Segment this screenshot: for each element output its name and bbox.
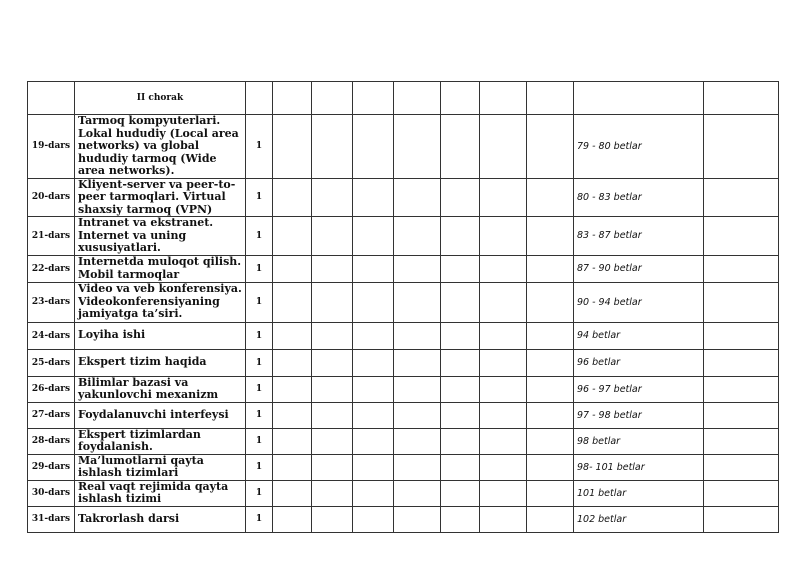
textbook-pages: 83 - 87 betlar [574, 217, 704, 256]
empty-cell [353, 217, 394, 256]
empty-cell [394, 217, 441, 256]
empty-cell [441, 217, 480, 256]
empty-cell [353, 454, 394, 480]
lesson-hours: 1 [246, 178, 273, 217]
empty-cell [312, 178, 353, 217]
empty-cell [353, 506, 394, 532]
lesson-number: 24-dars [28, 322, 75, 349]
empty-cell [273, 376, 312, 402]
lesson-hours: 1 [246, 402, 273, 428]
lesson-topic: Foydalanuvchi interfeysi [75, 402, 246, 428]
empty-cell [273, 349, 312, 376]
lesson-number: 26-dars [28, 376, 75, 402]
empty-cell [312, 217, 353, 256]
textbook-pages: 98- 101 betlar [574, 454, 704, 480]
empty-cell [312, 115, 353, 179]
lesson-number: 27-dars [28, 402, 75, 428]
empty-cell [353, 255, 394, 282]
empty-cell [441, 178, 480, 217]
empty-cell [273, 115, 312, 179]
empty-cell [704, 402, 779, 428]
empty-cell [312, 322, 353, 349]
empty-cell [353, 322, 394, 349]
lesson-topic: Intranet va ekstranet. Internet va uning xususiyatlari. [75, 217, 246, 256]
empty-cell [273, 178, 312, 217]
lesson-number: 28-dars [28, 428, 75, 454]
lesson-hours: 1 [246, 376, 273, 402]
table-row [28, 506, 779, 532]
lesson-topic: Real vaqt rejimida qayta ishlash tizimi [75, 480, 246, 506]
table-row [28, 217, 779, 256]
empty-cell [273, 322, 312, 349]
lesson-topic: Takrorlash darsi [75, 506, 246, 532]
empty-cell [273, 506, 312, 532]
lesson-number: 23-dars [28, 282, 75, 322]
empty-cell [312, 454, 353, 480]
header-pages-cell [574, 82, 704, 115]
empty-cell [480, 402, 527, 428]
header-empty-cell [312, 82, 353, 115]
empty-cell [480, 255, 527, 282]
table-row [28, 376, 779, 402]
empty-cell [527, 402, 574, 428]
lesson-hours: 1 [246, 255, 273, 282]
lesson-hours: 1 [246, 506, 273, 532]
table-row [28, 178, 779, 217]
lesson-topic: Ekspert tizimlardan foydalanish. [75, 428, 246, 454]
header-empty-cell [273, 82, 312, 115]
empty-cell [312, 480, 353, 506]
lesson-hours: 1 [246, 322, 273, 349]
table-row [28, 322, 779, 349]
table-row [28, 282, 779, 322]
empty-cell [480, 178, 527, 217]
header-hours-cell [246, 82, 273, 115]
empty-cell [441, 255, 480, 282]
textbook-pages: 97 - 98 betlar [574, 402, 704, 428]
table-row [28, 115, 779, 179]
empty-cell [353, 402, 394, 428]
empty-cell [273, 428, 312, 454]
empty-cell [394, 428, 441, 454]
lesson-number: 22-dars [28, 255, 75, 282]
empty-cell [704, 376, 779, 402]
textbook-pages: 98 betlar [574, 428, 704, 454]
lesson-topic: Tarmoq kompyuterlari. Lokal hududiy (Local area networks) va global hududiy tarmoq (Wide area networks). [75, 115, 246, 179]
table-row [28, 402, 779, 428]
empty-cell [480, 217, 527, 256]
table-row [28, 349, 779, 376]
textbook-pages: 101 betlar [574, 480, 704, 506]
empty-cell [353, 282, 394, 322]
empty-cell [353, 428, 394, 454]
empty-cell [353, 115, 394, 179]
empty-cell [527, 322, 574, 349]
quarter-title: II chorak [75, 82, 246, 115]
empty-cell [273, 454, 312, 480]
lesson-number: 19-dars [28, 115, 75, 179]
header-empty-cell [394, 82, 441, 115]
lesson-topic: Internetda muloqot qilish. Mobil tarmoqlar [75, 255, 246, 282]
empty-cell [441, 402, 480, 428]
empty-cell [704, 115, 779, 179]
empty-cell [704, 217, 779, 256]
empty-cell [527, 217, 574, 256]
empty-cell [312, 255, 353, 282]
textbook-pages: 87 - 90 betlar [574, 255, 704, 282]
empty-cell [480, 322, 527, 349]
empty-cell [312, 506, 353, 532]
lesson-plan-table [27, 81, 779, 533]
textbook-pages: 102 betlar [574, 506, 704, 532]
empty-cell [527, 480, 574, 506]
lesson-hours: 1 [246, 480, 273, 506]
table-row [28, 480, 779, 506]
empty-cell [394, 255, 441, 282]
empty-cell [527, 454, 574, 480]
empty-cell [441, 454, 480, 480]
empty-cell [273, 255, 312, 282]
empty-cell [273, 282, 312, 322]
header-lesson-cell [28, 82, 75, 115]
empty-cell [353, 376, 394, 402]
textbook-pages: 96 - 97 betlar [574, 376, 704, 402]
textbook-pages: 96 betlar [574, 349, 704, 376]
empty-cell [704, 428, 779, 454]
lesson-topic: Kliyent-server va peer-to-peer tarmoqlari. Virtual shaxsiy tarmoq (VPN) [75, 178, 246, 217]
empty-cell [480, 376, 527, 402]
empty-cell [394, 115, 441, 179]
empty-cell [394, 480, 441, 506]
empty-cell [480, 454, 527, 480]
empty-cell [480, 282, 527, 322]
empty-cell [704, 255, 779, 282]
empty-cell [527, 178, 574, 217]
empty-cell [441, 376, 480, 402]
textbook-pages: 79 - 80 betlar [574, 115, 704, 179]
empty-cell [394, 349, 441, 376]
textbook-pages: 90 - 94 betlar [574, 282, 704, 322]
empty-cell [273, 402, 312, 428]
empty-cell [441, 428, 480, 454]
header-empty-cell [441, 82, 480, 115]
lesson-number: 30-dars [28, 480, 75, 506]
lesson-topic: Video va veb konferensiya. Videokonferensiyaning jamiyatga ta’siri. [75, 282, 246, 322]
table-row [28, 255, 779, 282]
empty-cell [353, 480, 394, 506]
empty-cell [480, 480, 527, 506]
quarter-header-row [28, 82, 779, 115]
table-row [28, 454, 779, 480]
empty-cell [704, 349, 779, 376]
empty-cell [312, 282, 353, 322]
empty-cell [441, 349, 480, 376]
empty-cell [394, 376, 441, 402]
lesson-number: 25-dars [28, 349, 75, 376]
lesson-hours: 1 [246, 217, 273, 256]
empty-cell [480, 115, 527, 179]
empty-cell [353, 349, 394, 376]
lesson-hours: 1 [246, 349, 273, 376]
empty-cell [312, 376, 353, 402]
empty-cell [527, 115, 574, 179]
lesson-topic: Ekspert tizim haqida [75, 349, 246, 376]
lesson-topic: Bilimlar bazasi va yakunlovchi mexanizm [75, 376, 246, 402]
lesson-hours: 1 [246, 428, 273, 454]
lesson-number: 31-dars [28, 506, 75, 532]
empty-cell [441, 322, 480, 349]
textbook-pages: 94 betlar [574, 322, 704, 349]
empty-cell [441, 506, 480, 532]
empty-cell [527, 255, 574, 282]
empty-cell [273, 217, 312, 256]
lesson-number: 21-dars [28, 217, 75, 256]
empty-cell [480, 349, 527, 376]
header-empty-cell [353, 82, 394, 115]
lesson-topic: Ma’lumotlarni qayta ishlash tizimlari [75, 454, 246, 480]
lesson-hours: 1 [246, 115, 273, 179]
empty-cell [312, 428, 353, 454]
lesson-number: 29-dars [28, 454, 75, 480]
empty-cell [704, 454, 779, 480]
empty-cell [441, 480, 480, 506]
empty-cell [704, 322, 779, 349]
empty-cell [527, 376, 574, 402]
empty-cell [394, 402, 441, 428]
header-empty-cell [704, 82, 779, 115]
empty-cell [480, 506, 527, 532]
lesson-topic: Loyiha ishi [75, 322, 246, 349]
empty-cell [527, 428, 574, 454]
empty-cell [704, 506, 779, 532]
empty-cell [527, 506, 574, 532]
empty-cell [704, 282, 779, 322]
empty-cell [704, 480, 779, 506]
textbook-pages: 80 - 83 betlar [574, 178, 704, 217]
header-empty-cell [527, 82, 574, 115]
empty-cell [704, 178, 779, 217]
header-empty-cell [480, 82, 527, 115]
lesson-hours: 1 [246, 454, 273, 480]
empty-cell [441, 115, 480, 179]
empty-cell [480, 428, 527, 454]
empty-cell [312, 349, 353, 376]
table-row [28, 428, 779, 454]
empty-cell [273, 480, 312, 506]
lesson-number: 20-dars [28, 178, 75, 217]
empty-cell [527, 282, 574, 322]
empty-cell [441, 282, 480, 322]
empty-cell [527, 349, 574, 376]
empty-cell [394, 322, 441, 349]
empty-cell [353, 178, 394, 217]
empty-cell [394, 178, 441, 217]
empty-cell [394, 506, 441, 532]
empty-cell [394, 282, 441, 322]
empty-cell [312, 402, 353, 428]
empty-cell [394, 454, 441, 480]
lesson-hours: 1 [246, 282, 273, 322]
